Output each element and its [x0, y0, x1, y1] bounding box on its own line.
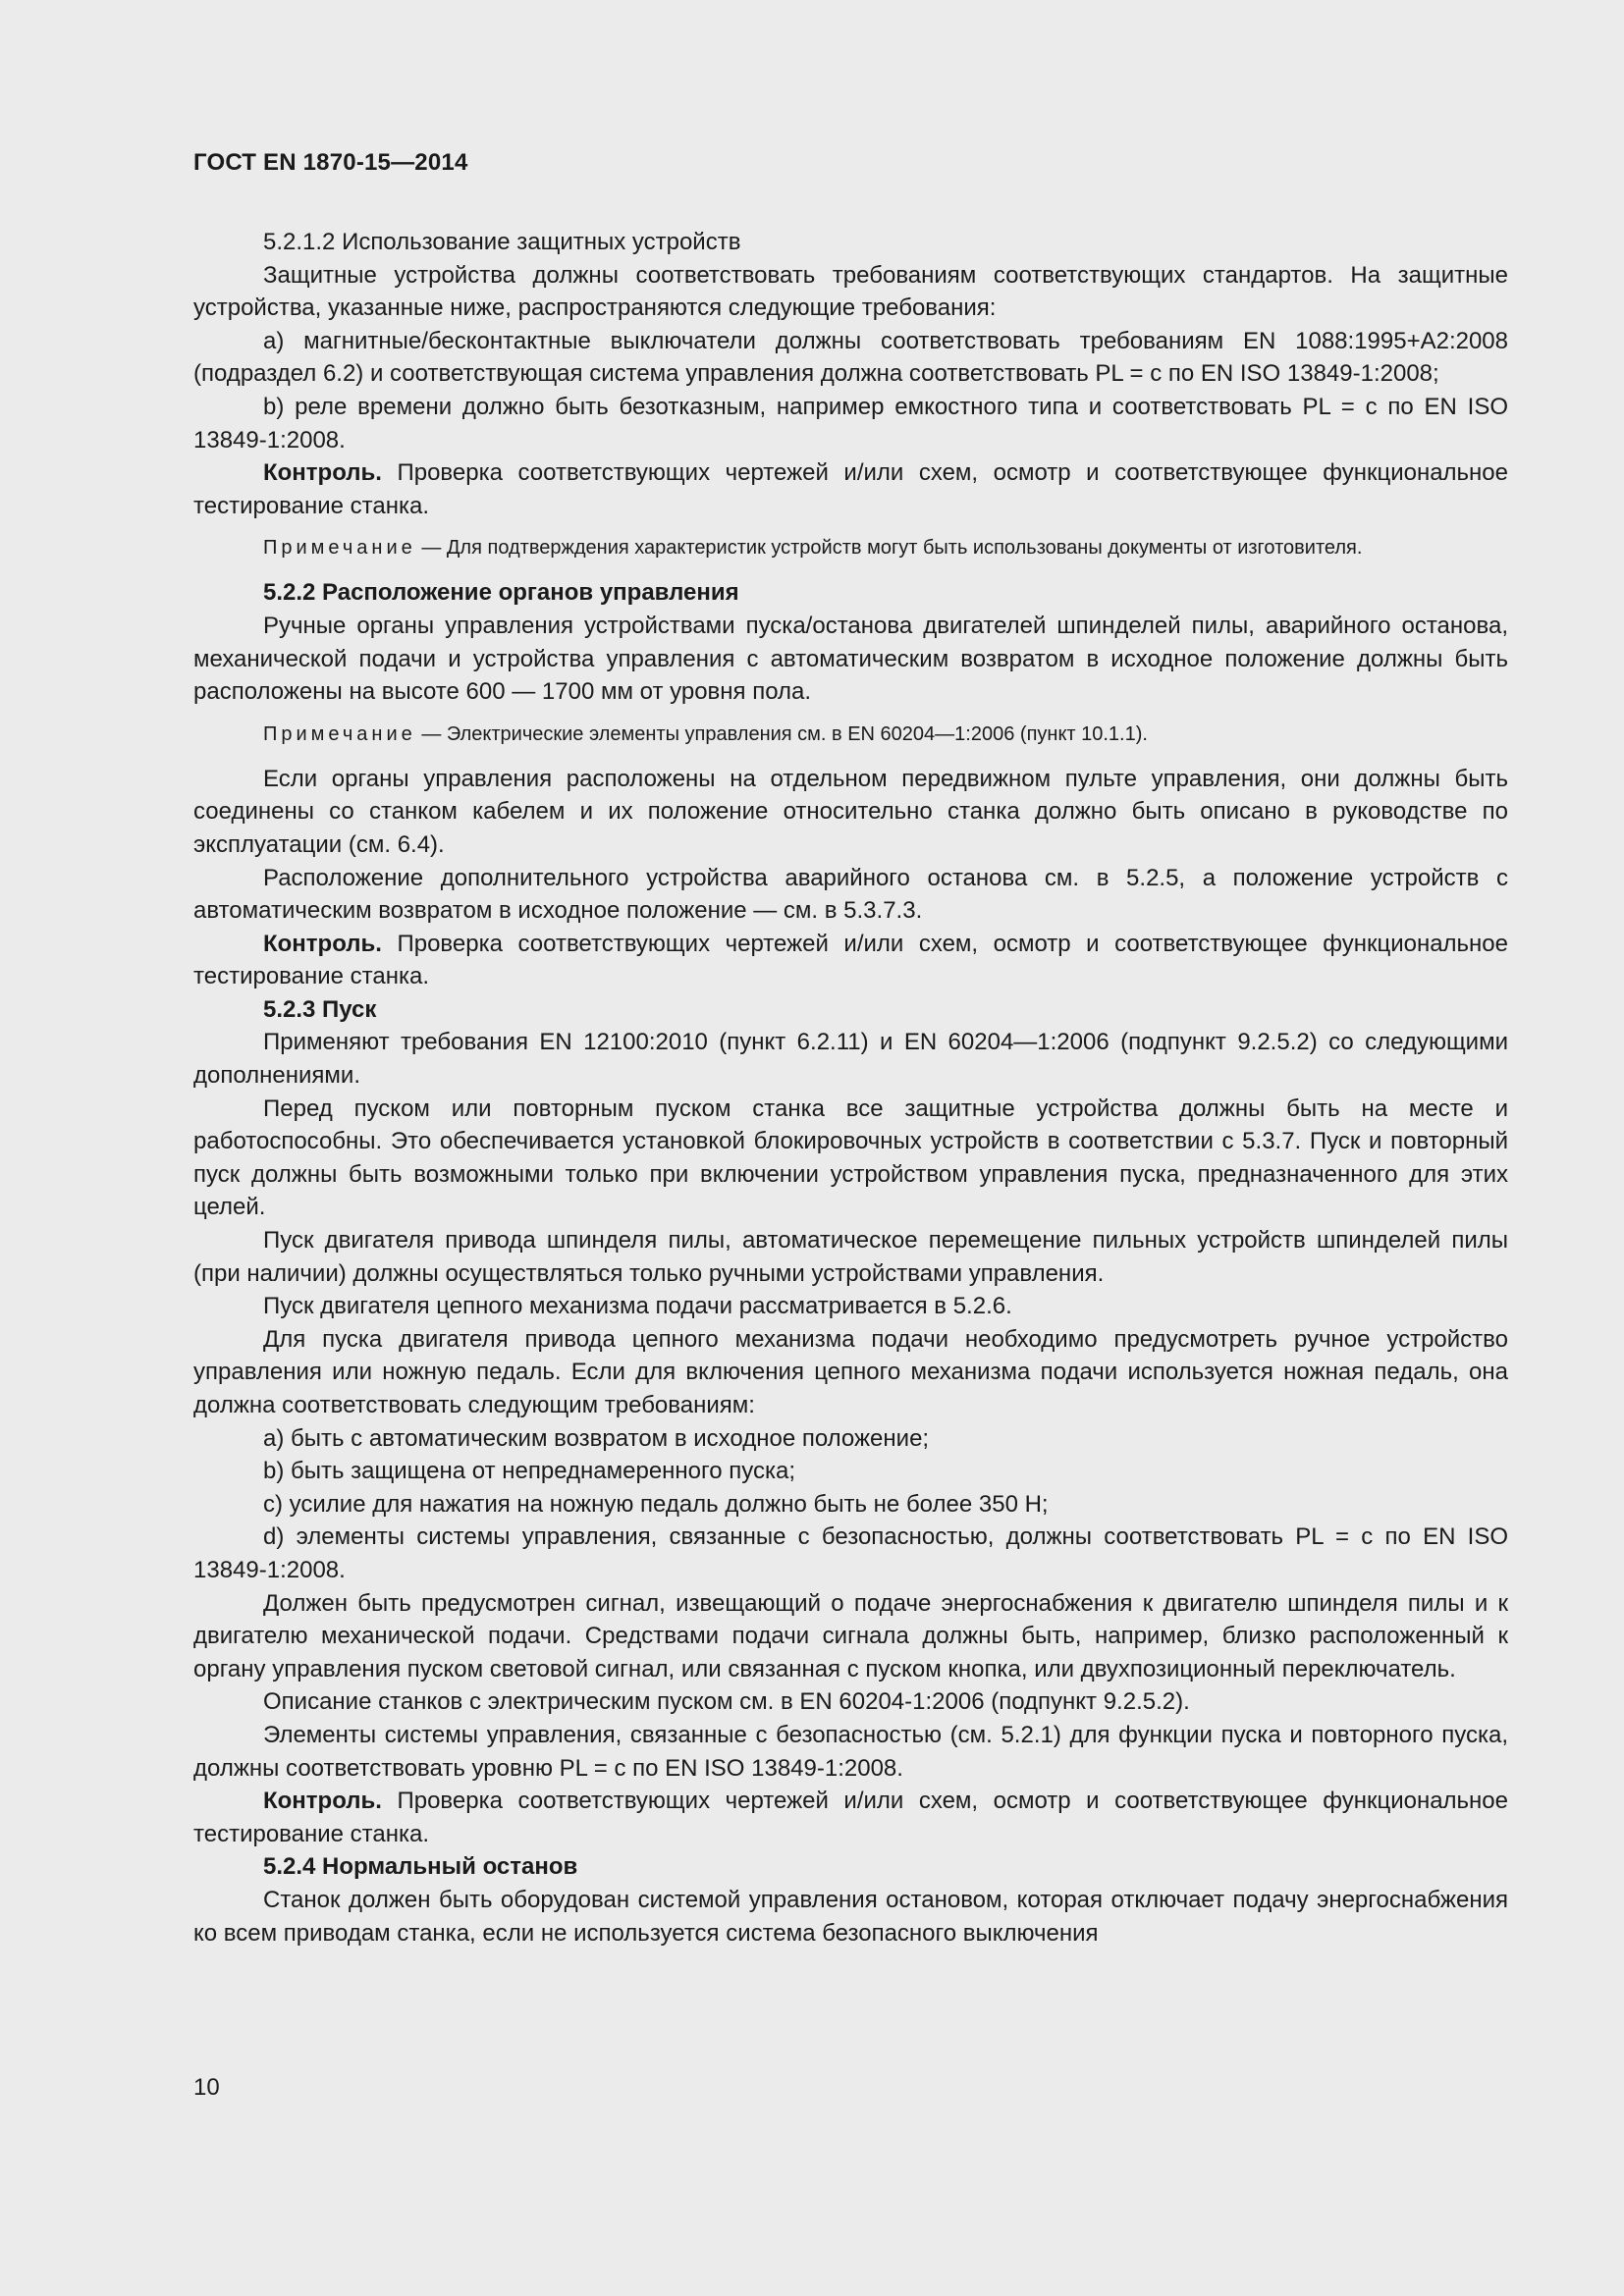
list-item-b: b) реле времени должно быть безотказным, например емкостного типа и соответствовать PL = c по EN ISO 13849-1:2008.: [193, 393, 1508, 454]
note-dash: —: [415, 722, 447, 745]
control-text: Проверка соответствующих чертежей и/или схем, осмотр и соответствующее функциональное тестирование станка.: [193, 930, 1508, 990]
clause-title-5-2-1-2: 5.2.1.2 Использование защитных устройств: [263, 229, 741, 255]
document-body: [193, 226, 1508, 1949]
standard-header: ГОСТ EN 1870-15—2014: [193, 149, 468, 176]
note-label: Примечание: [263, 722, 416, 745]
paragraph: Для пуска двигателя привода цепного механизма подачи необходимо предусмотреть ручное устройство управления или ножную педаль. Если для включения цепного механизма подачи используется ножная педаль, она должна соответствовать следующим требованиям:: [193, 1325, 1508, 1418]
list-item-d: d) элементы системы управления, связанные с безопасностью, должны соответствовать PL = c по EN ISO 13849-1:2008.: [193, 1523, 1508, 1583]
list-item-b: b) быть защищена от непреднамеренного пуска;: [263, 1458, 796, 1485]
note-label: Примечание: [263, 537, 416, 560]
control-text: Проверка соответствующих чертежей и/или схем, осмотр и соответствующее функциональное тестирование станка.: [193, 1788, 1508, 1847]
section-heading-5-2-2: 5.2.2 Расположение органов управления: [263, 579, 739, 607]
note-dash: —: [415, 537, 447, 560]
control-label: Контроль.: [263, 1788, 382, 1815]
list-item-a: a) быть с автоматическим возвратом в исходное положение;: [263, 1424, 930, 1452]
list-item-c: c) усилие для нажатия на ножную педаль должно быть не более 350 Н;: [263, 1490, 1049, 1518]
paragraph: Описание станков с электрическим пуском см. в EN 60204-1:2006 (подпункт 9.2.5.2).: [263, 1688, 1190, 1716]
section-heading-5-2-3: 5.2.3 Пуск: [263, 995, 377, 1023]
paragraph: Применяют требования EN 12100:2010 (пункт 6.2.11) и EN 60204—1:2006 (подпункт 9.2.5.2) со следующими дополнениями.: [193, 1029, 1508, 1090]
control-paragraph: [193, 1785, 1508, 1850]
control-text: Проверка соответствующих чертежей и/или схем, осмотр и соответствующее функциональное тестирование станка.: [193, 459, 1508, 519]
note: [193, 534, 1508, 562]
note-text: Для подтверждения характеристик устройств могут быть использованы документы от изготовителя.: [446, 537, 1363, 560]
control-label: Контроль.: [263, 930, 382, 957]
section-heading-5-2-4: 5.2.4 Нормальный останов: [263, 1853, 578, 1881]
paragraph: Ручные органы управления устройствами пуска/останова двигателей шпинделей пилы, аварийного останова, механической подачи и устройства управления с автоматическим возвратом в исходное положение должны быть расположены на высоте 600 — 1700 мм от уровня пола.: [193, 612, 1508, 706]
paragraph: Должен быть предусмотрен сигнал, извещающий о подаче энергоснабжения к двигателю шпинделя пилы и к двигателю механической подачи. Средствами подачи сигнала должны быть, например, близко расположенный к органу управления пуском световой сигнал, или связанная с пуском кнопка, или двухпозиционный переключатель.: [193, 1589, 1508, 1682]
page-number: 10: [193, 2074, 220, 2101]
paragraph: Элементы системы управления, связанные с безопасностью (см. 5.2.1) для функции пуска и повторного пуска, должны соответствовать уровню PL = c по EN ISO 13849-1:2008.: [193, 1721, 1508, 1782]
control-paragraph: [193, 456, 1508, 522]
control-label: Контроль.: [263, 459, 382, 487]
paragraph: Перед пуском или повторным пуском станка все защитные устройства должны быть на месте и работоспособны. Это обеспечивается установкой блокировочных устройств в соответствии с 5.3.7. Пуск и повторный пуск должны быть возможными только при включении устройством управления пуска, предназначенного для этих целей.: [193, 1095, 1508, 1221]
paragraph: Пуск двигателя привода шпинделя пилы, автоматическое перемещение пильных устройств шпинделей пилы (при наличии) должны осуществляться только ручными устройствами управления.: [193, 1227, 1508, 1287]
list-item-a: a) магнитные/бесконтактные выключатели должны соответствовать требованиям EN 1088:1995+A2:2008 (подраздел 6.2) и соответствующая система управления должна соответствовать PL = c по EN ISO 13849-1:2008;: [193, 327, 1508, 388]
paragraph: Защитные устройства должны соответствовать требованиям соответствующих стандартов. На защитные устройства, указанные ниже, распространяются следующие требования:: [193, 261, 1508, 322]
paragraph: Станок должен быть оборудован системой управления остановом, которая отключает подачу энергоснабжения ко всем приводам станка, если не используется система безопасного выключения: [193, 1886, 1508, 1947]
paragraph: Расположение дополнительного устройства аварийного останова см. в 5.2.5, а положение устройств с автоматическим возвратом в исходное положение — см. в 5.3.7.3.: [193, 864, 1508, 925]
control-paragraph: [193, 928, 1508, 993]
paragraph: Если органы управления расположены на отдельном передвижном пульте управления, они должны быть соединены со станком кабелем и их положение относительно станка должно быть описано в руководстве по эксплуатации (см. 6.4).: [193, 765, 1508, 858]
note-text: Электрические элементы управления см. в EN 60204—1:2006 (пункт 10.1.1).: [446, 722, 1148, 745]
note: [193, 721, 1508, 749]
paragraph: Пуск двигателя цепного механизма подачи рассматривается в 5.2.6.: [263, 1293, 1012, 1320]
document-page: [193, 0, 1508, 2296]
